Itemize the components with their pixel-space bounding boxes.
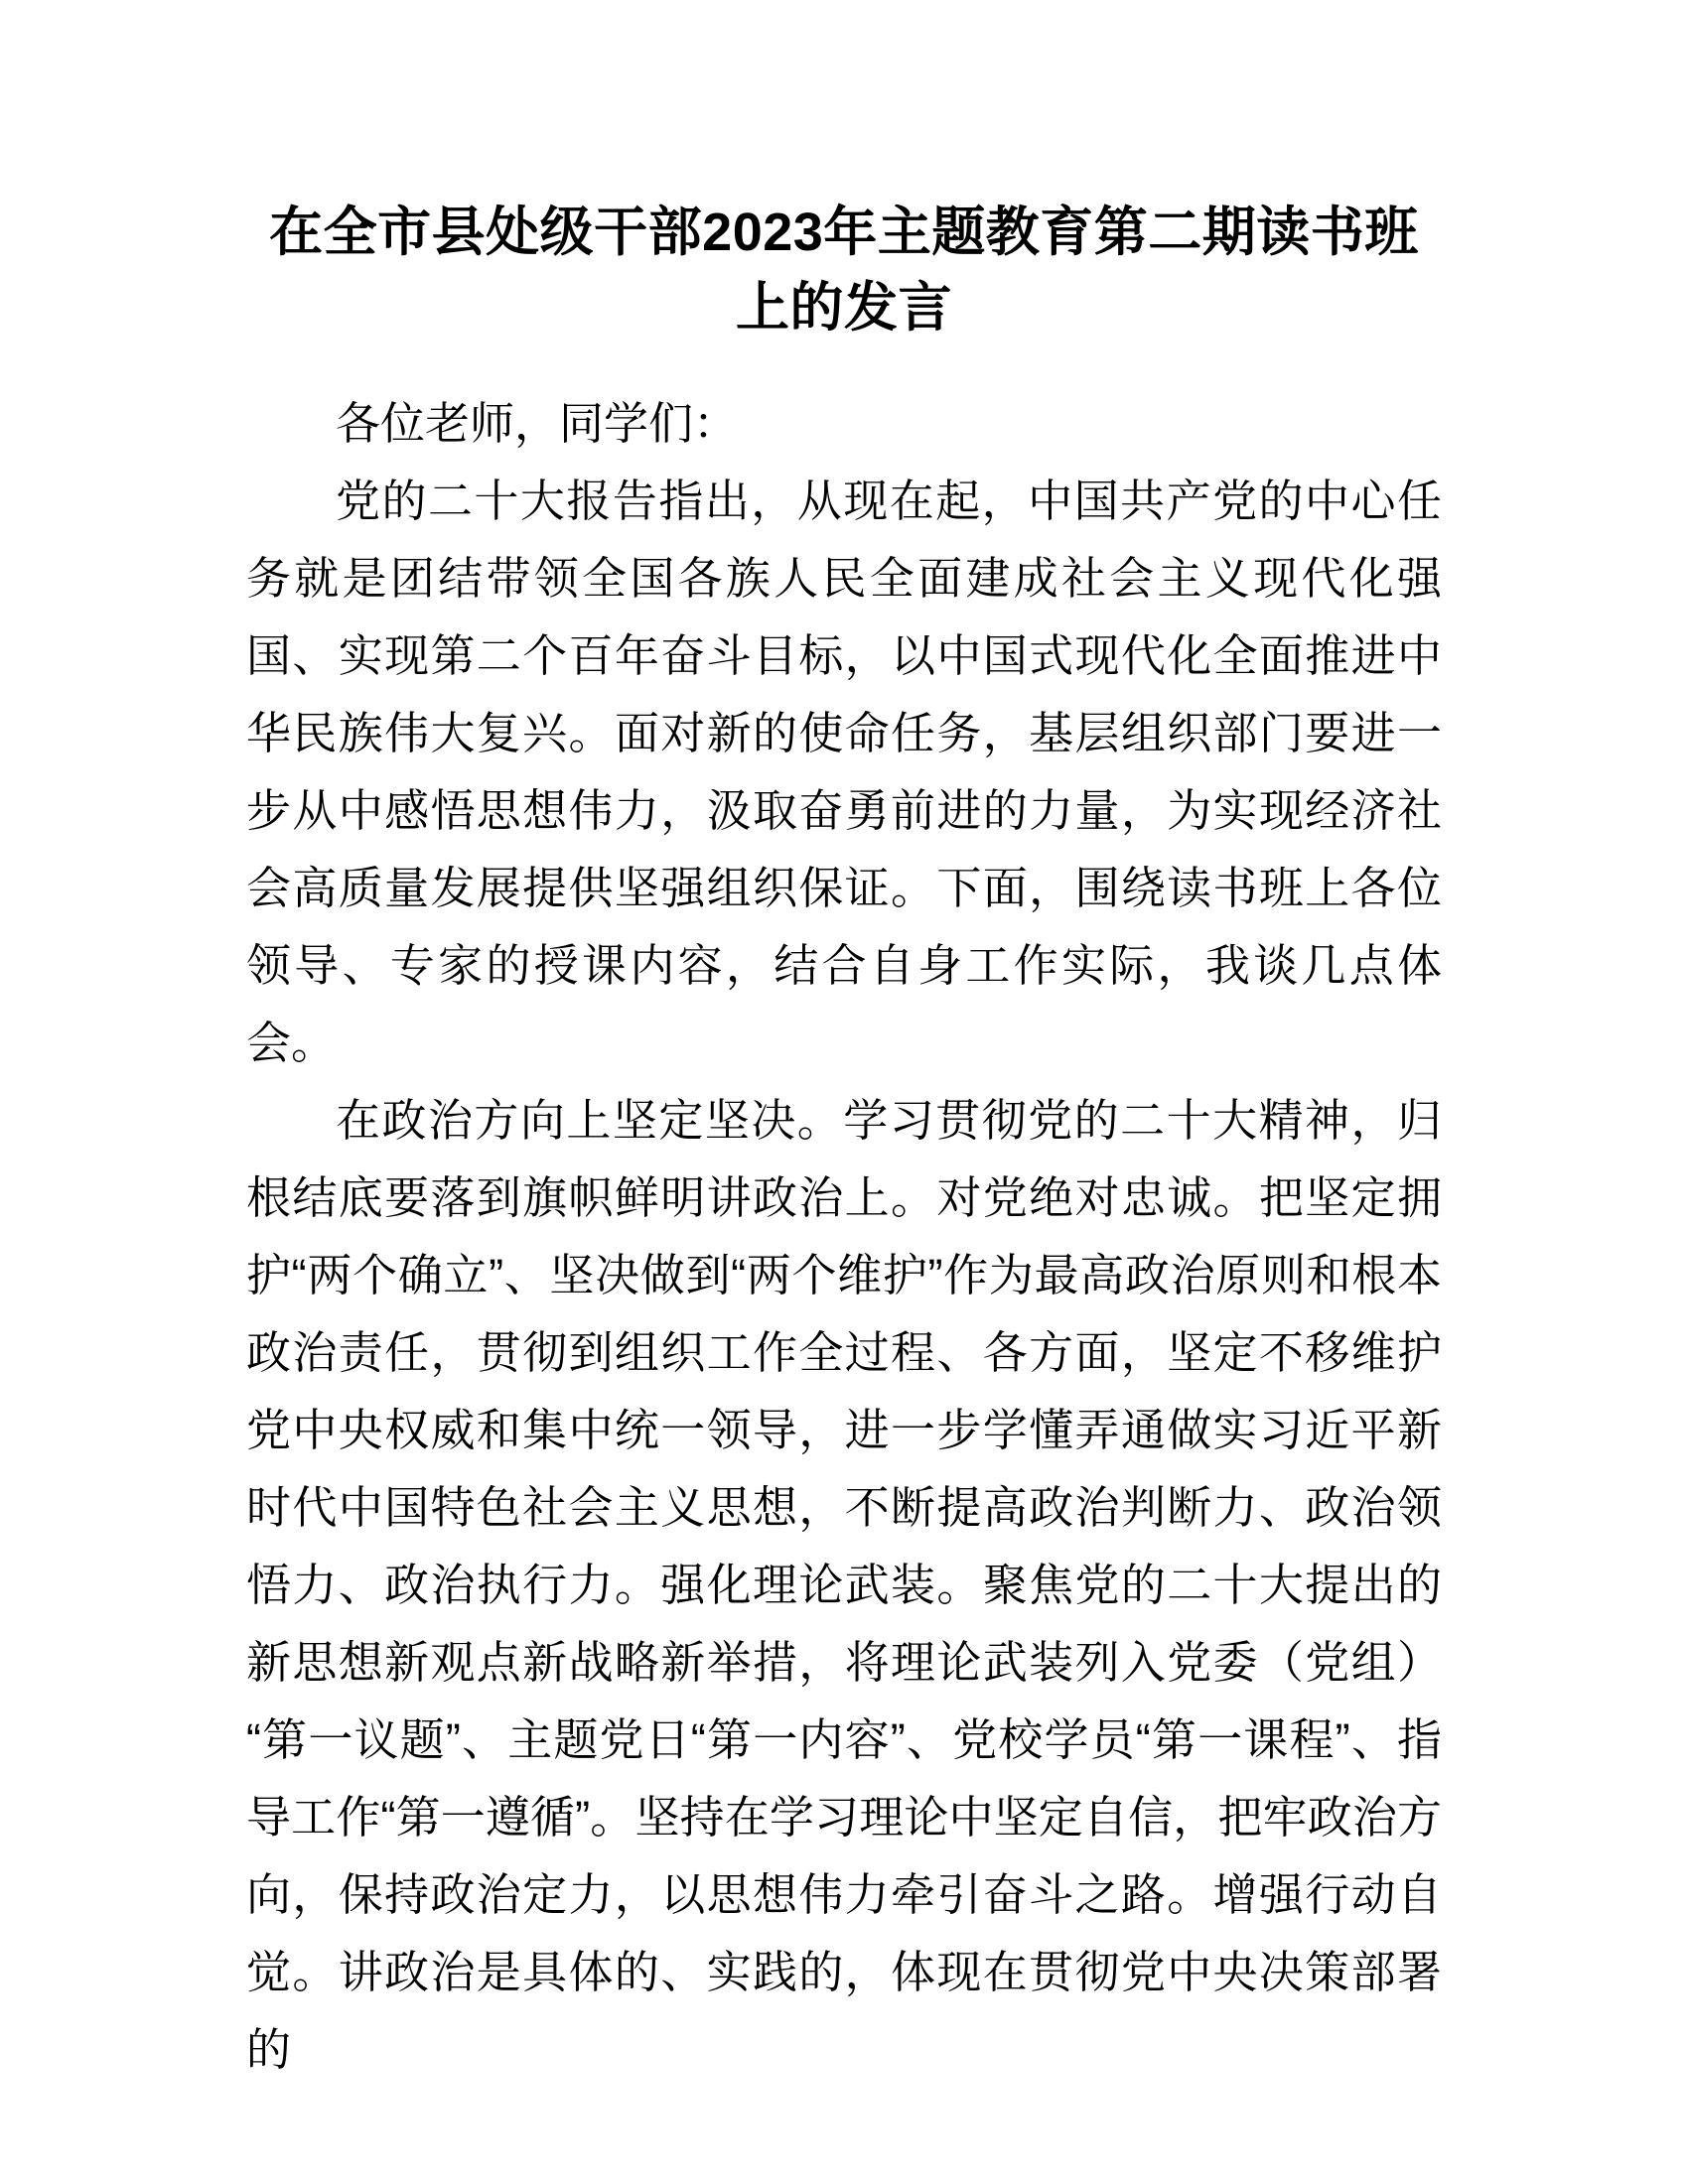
body-paragraph-1: 党的二十大报告指出，从现在起，中国共产党的中心任务就是团结带领全国各族人民全面建成社会主义现代化强国、实现第二个百年奋斗目标，以中国式现代化全面推进中华民族伟大复兴。面对新的使命任务，基层组织部门要进一步从中感悟思想伟力，汲取奋勇前进的力量，为实现经济社会高质量发展提供坚强组织保证。下面，围绕读书班上各位领导、专家的授课内容，结合自身工作实际，我谈几点体会。: [246, 476, 1442, 1068]
page-title: 在全市县处级干部2023年主题教育第二期读书班上的发言: [269, 203, 1419, 338]
body-paragraph-2: 在政治方向上坚定坚决。学习贯彻党的二十大精神，归根结底要落到旗帜鲜明讲政治上。对党绝对忠诚。把坚定拥护“两个确立”、坚决做到“两个维护”作为最高政治原则和根本政治责任，贯彻到组织工作全过程、各方面，坚定不移维护党中央权威和集中统一领导，进一步学懂弄通做实习近平新时代中国特色社会主义思想，不断提高政治判断力、政治领悟力、政治执行力。强化理论武装。聚焦党的二十大提出的新思想新观点新战略新举措，将理论武装列入党委（党组）“第一议题”、主题党日“第一内容”、党校学员“第一课程”、指导工作“第一遵循”。坚持在学习理论中坚定自信，把牢政治方向，保持政治定力，以思想伟力牵引奋斗之路。增强行动自觉。讲政治是具体的、实践的，体现在贯彻党中央决策部署的: [246, 1095, 1442, 2075]
salutation-line: 各位老师，同学们：: [336, 398, 739, 449]
document-body: [246, 385, 1442, 2089]
